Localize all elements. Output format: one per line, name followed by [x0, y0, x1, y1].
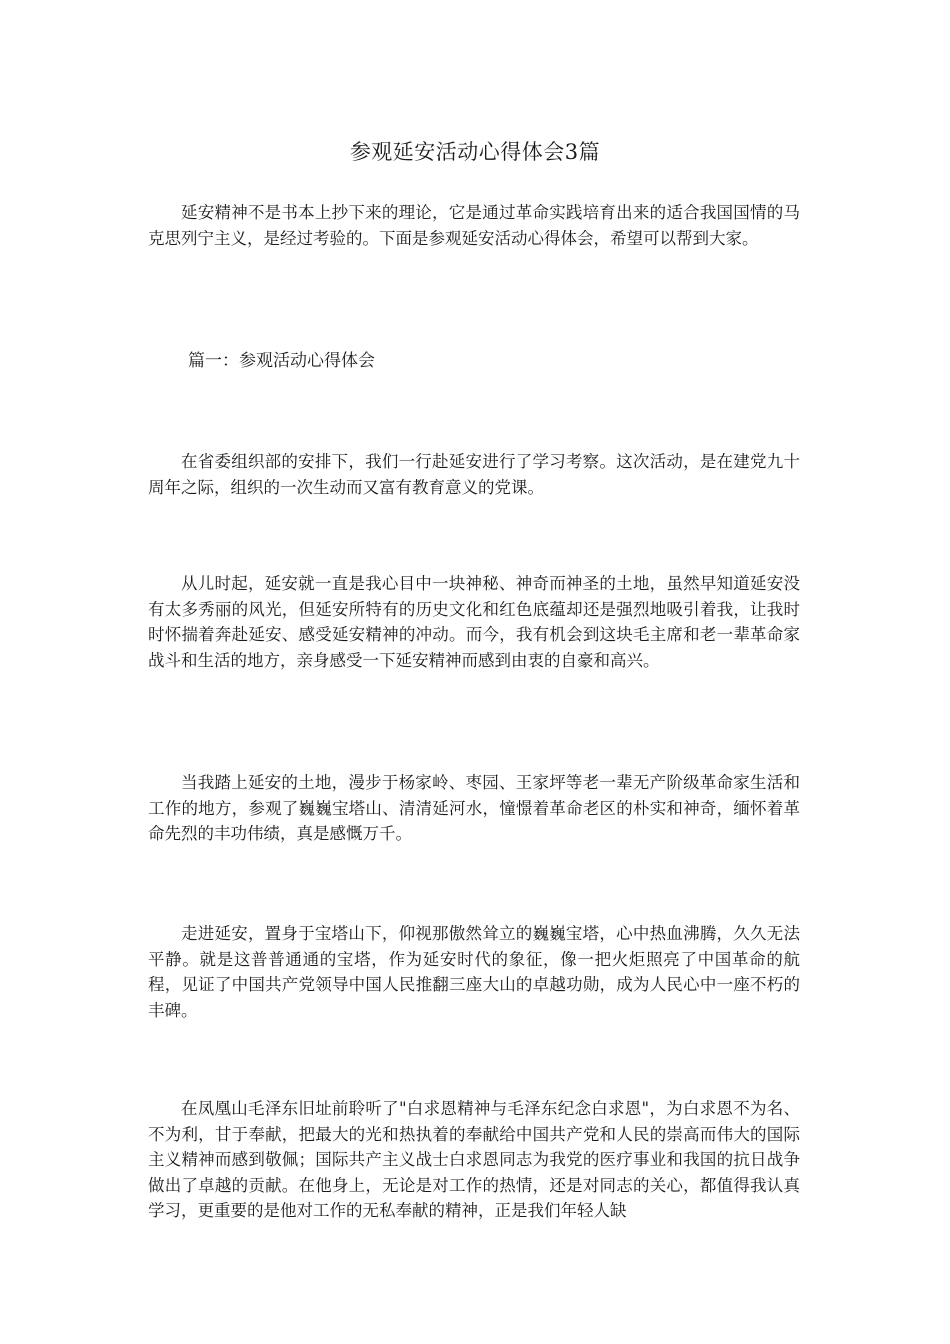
body-paragraph: 从儿时起，延安就一直是我心目中一块神秘、神奇而神圣的土地，虽然早知道延安没有太多秀丽的风光，但延安所特有的历史文化和红色底蕴却还是强烈地吸引着我，让我时时怀揣着奔赴延安、感受延安精神的冲动。而今，我有机会到这块毛主席和老一辈革命家战斗和生活的地方，亲身感受一下延安精神而感到由衷的自豪和高兴。 — [148, 574, 800, 670]
intro-paragraph: 延安精神不是书本上抄下来的理论，它是通过革命实践培育出来的适合我国国情的马克思列宁主义，是经过考验的。下面是参观延安活动心得体会，希望可以帮到大家。 — [148, 203, 800, 248]
section-heading: 篇一：参观活动心得体会 — [188, 351, 375, 371]
body-paragraph: 走进延安，置身于宝塔山下，仰视那傲然耸立的巍巍宝塔，心中热血沸腾，久久无法平静。就是这普普通通的宝塔，作为延安时代的象征，像一把火炬照亮了中国革命的航程，见证了中国共产党领导中国人民推翻三座大山的卓越功勋，成为人民心中一座不朽的丰碑。 — [148, 924, 800, 1020]
document-title: 参观延安活动心得体会3篇 — [349, 140, 601, 164]
body-paragraph: 当我踏上延安的土地，漫步于杨家岭、枣园、王家坪等老一辈无产阶级革命家生活和工作的地方，参观了巍巍宝塔山、清清延河水，憧憬着革命老区的朴实和神奇，缅怀着革命先烈的丰功伟绩，真是感慨万千。 — [148, 773, 800, 844]
body-paragraph: 在省委组织部的安排下，我们一行赴延安进行了学习考察。这次活动，是在建党九十周年之际，组织的一次生动而又富有教育意义的党课。 — [148, 452, 800, 497]
body-paragraph: 在凤凰山毛泽东旧址前聆听了"白求恩精神与毛泽东纪念白求恩"，为白求恩不为名、不为利，甘于奉献，把最大的光和热执着的奉献给中国共产党和人民的崇高而伟大的国际主义精神而感到敬佩；国际共产主义战士白求恩同志为我党的医疗事业和我国的抗日战争做出了卓越的贡献。在他身上，无论是对工作的热情，还是对同志的关心，都值得我认真学习，更重要的是他对工作的无私奉献的精神，正是我们年轻人缺 — [148, 1099, 800, 1221]
